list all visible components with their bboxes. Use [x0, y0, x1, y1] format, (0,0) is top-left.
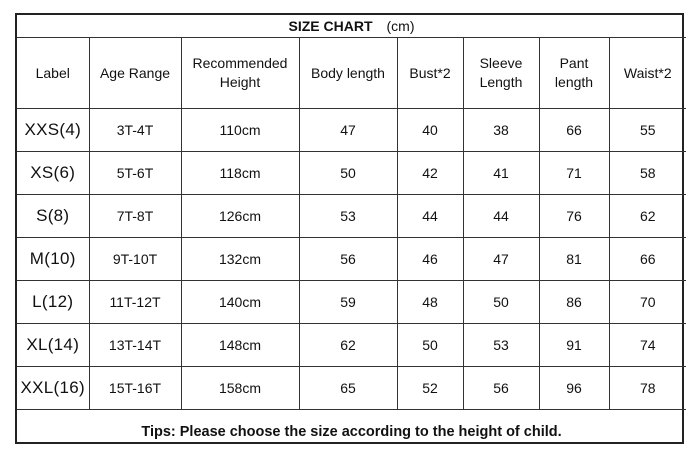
- height-cell: 140cm: [181, 281, 299, 324]
- bust-cell: 42: [397, 152, 463, 195]
- sleeve-length-cell: 50: [463, 281, 539, 324]
- body-length-cell: 65: [299, 367, 397, 410]
- pant-length-cell: 96: [539, 367, 609, 410]
- height-cell: 110cm: [181, 109, 299, 152]
- waist-cell: 55: [609, 109, 686, 152]
- age-range-cell: 15T-16T: [89, 367, 181, 410]
- pant-length-cell: 66: [539, 109, 609, 152]
- sleeve-length-cell: 44: [463, 195, 539, 238]
- header-label: Label: [17, 38, 89, 109]
- height-cell: 148cm: [181, 324, 299, 367]
- table-row: [17, 281, 686, 324]
- height-cell: 118cm: [181, 152, 299, 195]
- table-row: [17, 152, 686, 195]
- size-label-cell: XXS(4): [17, 109, 89, 152]
- body-length-cell: 50: [299, 152, 397, 195]
- header-pant-length: Pant length: [539, 38, 609, 109]
- waist-cell: 58: [609, 152, 686, 195]
- table-row: [17, 195, 686, 238]
- bust-cell: 46: [397, 238, 463, 281]
- header-row: [17, 38, 686, 109]
- age-range-cell: 13T-14T: [89, 324, 181, 367]
- age-range-cell: 9T-10T: [89, 238, 181, 281]
- age-range-cell: 7T-8T: [89, 195, 181, 238]
- bust-cell: 48: [397, 281, 463, 324]
- sleeve-length-cell: 38: [463, 109, 539, 152]
- size-label-cell: XL(14): [17, 324, 89, 367]
- table-row: [17, 238, 686, 281]
- header-waist: Waist*2: [609, 38, 686, 109]
- sleeve-length-cell: 41: [463, 152, 539, 195]
- body-length-cell: 59: [299, 281, 397, 324]
- waist-cell: 62: [609, 195, 686, 238]
- waist-cell: 74: [609, 324, 686, 367]
- size-label-cell: XS(6): [17, 152, 89, 195]
- size-label-cell: XXL(16): [17, 367, 89, 410]
- bust-cell: 52: [397, 367, 463, 410]
- tips-row: [17, 410, 686, 456]
- chart-unit: (cm): [386, 17, 415, 34]
- body-length-cell: 47: [299, 109, 397, 152]
- size-chart-table: [17, 15, 686, 456]
- pant-length-cell: 91: [539, 324, 609, 367]
- size-label-cell: M(10): [17, 238, 89, 281]
- pant-length-cell: 86: [539, 281, 609, 324]
- waist-cell: 78: [609, 367, 686, 410]
- pant-length-cell: 81: [539, 238, 609, 281]
- pant-length-cell: 71: [539, 152, 609, 195]
- bust-cell: 50: [397, 324, 463, 367]
- table-row: [17, 324, 686, 367]
- chart-title-cell: [17, 15, 686, 38]
- height-cell: 158cm: [181, 367, 299, 410]
- size-label-cell: S(8): [17, 195, 89, 238]
- size-chart: [15, 13, 684, 444]
- header-age-range: Age Range: [89, 38, 181, 109]
- bust-cell: 40: [397, 109, 463, 152]
- waist-cell: 66: [609, 238, 686, 281]
- header-sleeve-length: Sleeve Length: [463, 38, 539, 109]
- age-range-cell: 5T-6T: [89, 152, 181, 195]
- bust-cell: 44: [397, 195, 463, 238]
- waist-cell: 70: [609, 281, 686, 324]
- body-length-cell: 53: [299, 195, 397, 238]
- body-length-cell: 56: [299, 238, 397, 281]
- table-row: [17, 367, 686, 410]
- sleeve-length-cell: 47: [463, 238, 539, 281]
- sleeve-length-cell: 53: [463, 324, 539, 367]
- height-cell: 132cm: [181, 238, 299, 281]
- header-bust: Bust*2: [397, 38, 463, 109]
- body-length-cell: 62: [299, 324, 397, 367]
- age-range-cell: 3T-4T: [89, 109, 181, 152]
- table-row: [17, 109, 686, 152]
- height-cell: 126cm: [181, 195, 299, 238]
- tips-note: Tips: Please choose the size according to the height of child.: [17, 410, 686, 456]
- chart-title: SIZE CHART: [288, 17, 373, 34]
- pant-length-cell: 76: [539, 195, 609, 238]
- header-recommended-height: Recommended Height: [181, 38, 299, 109]
- age-range-cell: 11T-12T: [89, 281, 181, 324]
- sleeve-length-cell: 56: [463, 367, 539, 410]
- title-row: [17, 15, 686, 38]
- header-body-length: Body length: [299, 38, 397, 109]
- size-label-cell: L(12): [17, 281, 89, 324]
